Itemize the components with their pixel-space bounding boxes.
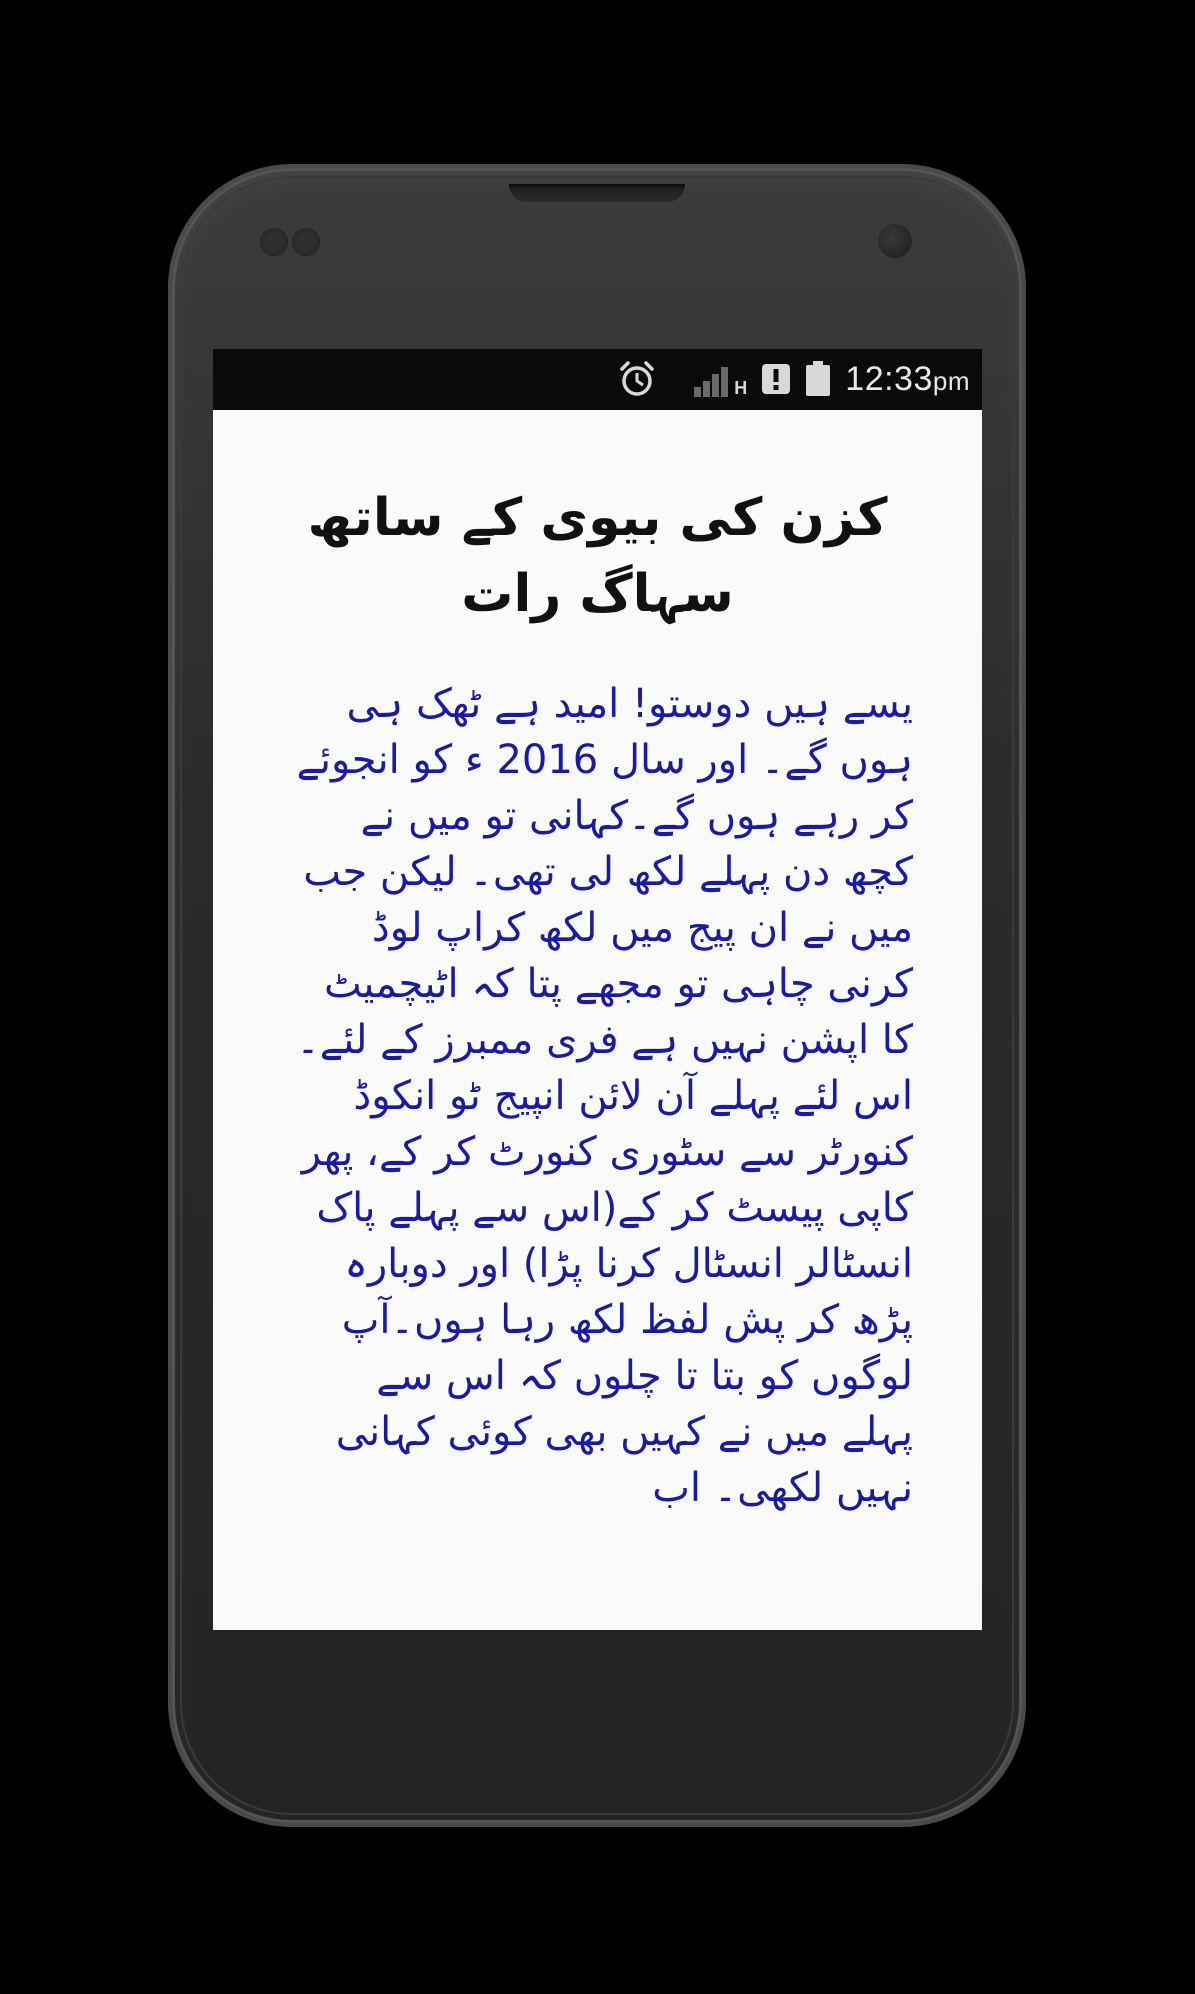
status-bar: [213, 349, 982, 410]
signal-indicator: [692, 361, 747, 397]
signal-icon: [692, 365, 732, 397]
clock-suffix: pm: [932, 365, 970, 396]
clock-time: 12:33: [845, 359, 933, 398]
alert-icon: [761, 362, 791, 396]
front-camera: [878, 224, 912, 258]
device-screen: [213, 349, 982, 1630]
alarm-icon: [616, 358, 658, 400]
earpiece-speaker: [509, 184, 685, 202]
article-title: کزن کی بیوی کے ساتھ سہاگ رات: [307, 488, 888, 624]
status-clock: [845, 360, 970, 399]
network-type-label: H: [734, 378, 748, 398]
battery-icon: [805, 361, 831, 397]
article-body: یسے ہیں دوستو! امید ہے ٹھک ہی ہوں گے۔ اور سال 2016 ء کو انجوئے کر رہے ہوں گے۔کہانی تو میں نے کچھ دن پہلے لکھ لی تھی۔ لیکن جب میں نے ان پیج میں لکھ کراپ لوڈ کرنی چاہی تو مجھے پتا کہ اٹیچمیٹ کا اپشن نہیں ہے فری ممبرز کے لئے۔ اس لئے پہلے آن لائن انپیج ٹو انکوڈ کنورٹر سے سٹوری کنورٹ کر کے، پھر کاپی پیسٹ کر کے(اس سے پہلے پاک انسٹالر انسٹال کرنا پڑا) اور دوبارہ پڑھ کر پش لفظ لکھ رہا ہوں۔آپ لوگوں کو بتا تا چلوں کہ اس سے پہلے میں نے کہیں بھی کوئی کہانی نہیں لکھی۔ اب: [296, 681, 913, 1511]
article-content[interactable]: [213, 410, 982, 1630]
light-sensor: [292, 228, 320, 256]
status-icons: [616, 357, 970, 401]
proximity-sensor: [260, 228, 288, 256]
